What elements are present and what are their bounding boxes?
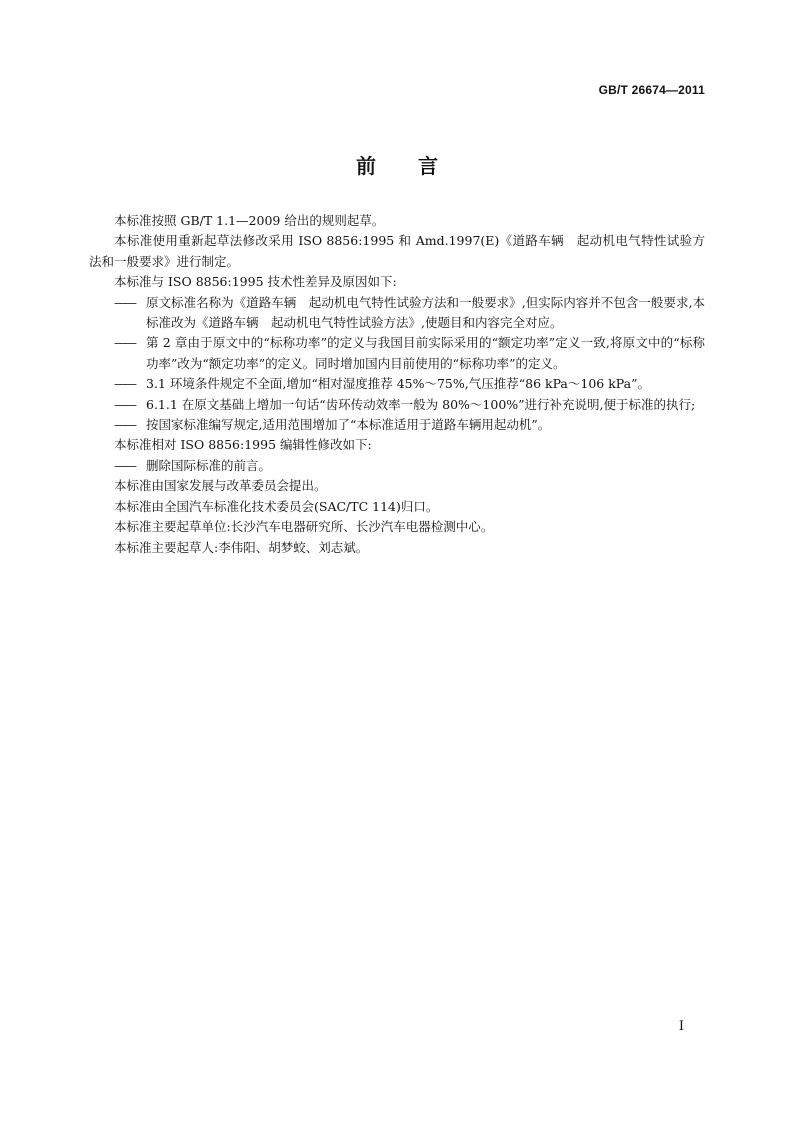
dash-mark: ——: [114, 396, 135, 412]
list-item-text: 原文标准名称为《道路车辆 起动机电气特性试验方法和一般要求》,但实际内容并不包含一般要求,本标准改为《道路车辆 起动机电气特性试验方法》,使题目和内容完全对应。: [146, 294, 705, 331]
paragraph-proposed-by: 本标准由国家发展与改革委员会提出。: [114, 478, 327, 494]
standard-number: GB/T 26674—2011: [598, 83, 705, 97]
paragraph-technical-differences: 本标准与 ISO 8856:1995 技术性差异及原因如下:: [114, 274, 397, 290]
list-item-text: 6.1.1 在原文基础上增加一句话“齿环传动效率一般为 80%～100%”进行补充说明,便于标准的执行;: [146, 396, 696, 412]
list-item: [114, 374, 705, 394]
title-char-2: 言: [418, 154, 438, 178]
list-item-text: 删除国际标准的前言。: [146, 457, 272, 473]
list-item: [114, 456, 705, 476]
paragraph-under-jurisdiction: 本标准由全国汽车标准化技术委员会(SAC/TC 114)归口。: [114, 498, 439, 514]
dash-mark: ——: [114, 417, 135, 433]
list-item: [114, 293, 705, 334]
page-number: I: [678, 1019, 684, 1034]
list-item-text: 按国家标准编写规定,适用范围增加了“本标准适用于道路车辆用起动机”。: [146, 417, 551, 433]
paragraph-drafters: 本标准主要起草人:李伟阳、胡梦蛟、刘志斌。: [114, 539, 369, 555]
dash-mark: ——: [114, 376, 135, 392]
list-item-text: 第 2 章由于原文中的“标称功率”的定义与我国目前实际采用的“额定功率”定义一致,将原文中的“标称功率”改为“额定功率”的定义。同时增加国内目前使用的“标称功率”的定义。: [146, 335, 705, 371]
foreword-body: [89, 211, 705, 558]
paragraph-editorial-changes: 本标准相对 ISO 8856:1995 编辑性修改如下:: [114, 437, 372, 453]
list-item-text: 3.1 环境条件规定不全面,增加“相对湿度推荐 45%～75%,气压推荐“86 kPa～106 kPa”。: [146, 376, 650, 392]
list-item: [114, 333, 705, 374]
dash-mark: ——: [114, 294, 135, 310]
page-title: [0, 150, 794, 179]
title-char-1: 前: [356, 154, 376, 178]
dash-mark: ——: [114, 335, 135, 351]
list-item: [114, 415, 705, 435]
list-item: [114, 395, 705, 415]
paragraph-drafting-rules: 本标准按照 GB/T 1.1—2009 给出的规则起草。: [114, 213, 385, 228]
dash-mark: ——: [114, 457, 135, 473]
paragraph-adoption: 本标准使用重新起草法修改采用 ISO 8856:1995 和 Amd.1997(E)《道路车辆 起动机电气特性试验方法和一般要求》进行制定。: [89, 233, 705, 269]
paragraph-drafting-organizations: 本标准主要起草单位:长沙汽车电器研究所、长沙汽车电器检测中心。: [114, 519, 494, 535]
